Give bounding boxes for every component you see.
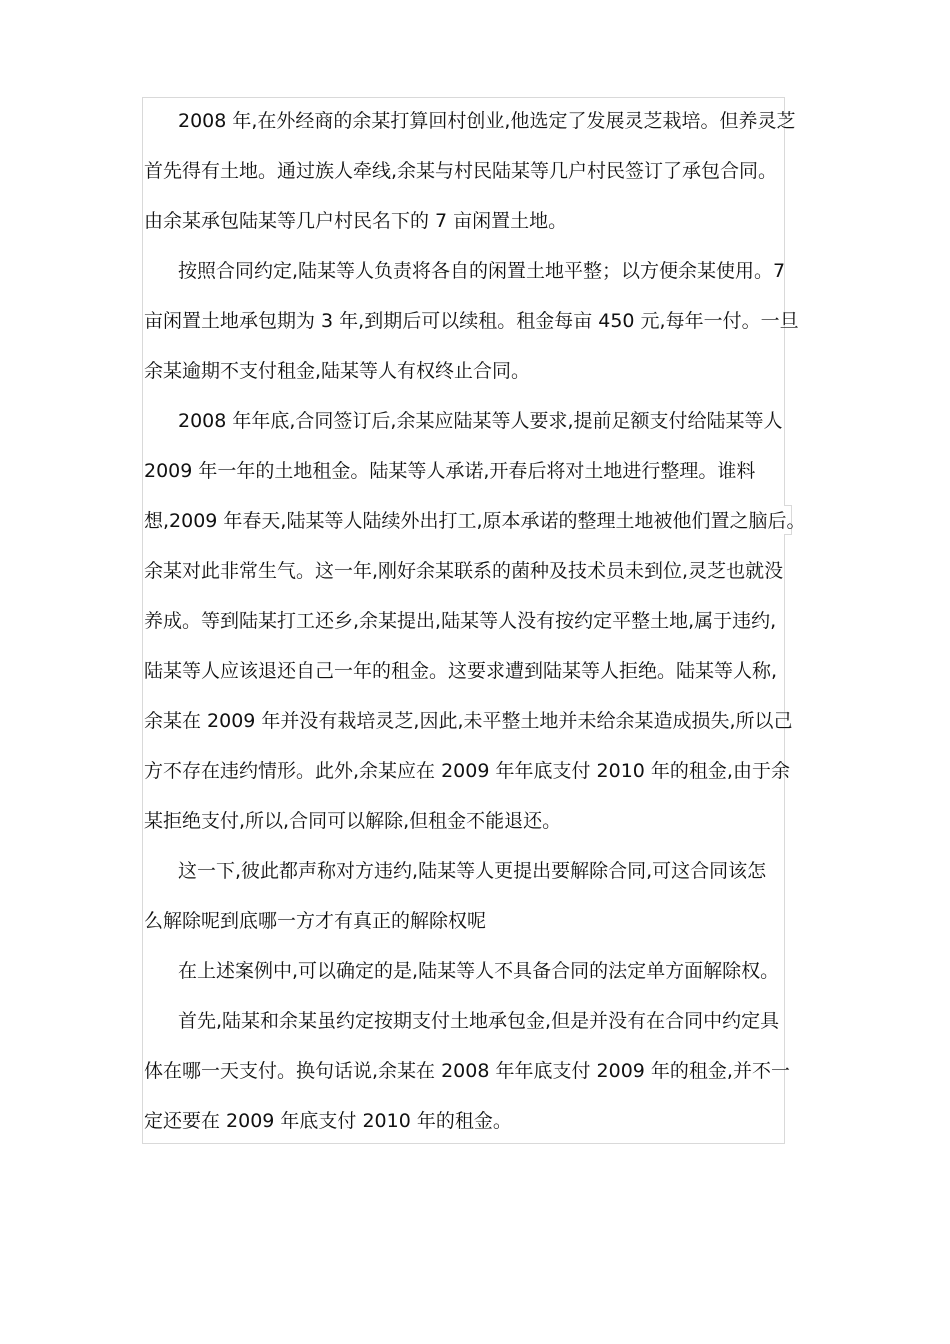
paragraph-3-line-3: 想,2009 年春天,陆某等人陆续外出打工,原本承诺的整理土地被他们置之脑后。: [144, 510, 806, 532]
paragraph-3-line-2: 2009 年一年的土地租金。陆某等人承诺,开春后将对土地进行整理。谁料: [144, 460, 756, 482]
paragraph-6-line-3: 定还要在 2009 年底支付 2010 年的租金。: [144, 1110, 512, 1132]
paragraph-2-line-3: 余某逾期不支付租金,陆某等人有权终止合同。: [144, 360, 531, 382]
paragraph-5-line-1: 在上述案例中,可以确定的是,陆某等人不具备合同的法定单方面解除权。: [178, 960, 780, 982]
paragraph-1-line-3: 由余某承包陆某等几户村民名下的 7 亩闲置土地。: [144, 210, 568, 232]
paragraph-3-line-5: 养成。等到陆某打工还乡,余某提出,陆某等人没有按约定平整土地,属于违约,: [144, 610, 777, 632]
paragraph-4-line-1: 这一下,彼此都声称对方违约,陆某等人更提出要解除合同,可这合同该怎: [178, 860, 767, 882]
paragraph-6-line-1: 首先,陆某和余某虽约定按期支付土地承包金,但是并没有在合同中约定具: [178, 1010, 780, 1032]
paragraph-2-line-1: 按照合同约定,陆某等人负责将各自的闲置土地平整；以方便余某使用。7: [178, 260, 786, 282]
paragraph-3-line-4: 余某对此非常生气。这一年,刚好余某联系的菌种及技术员未到位,灵芝也就没: [144, 560, 784, 582]
paragraph-1-line-1: 2008 年,在外经商的余某打算回村创业,他选定了发展灵芝栽培。但养灵芝: [178, 110, 796, 132]
paragraph-3-line-1: 2008 年年底,合同签订后,余某应陆某等人要求,提前足额支付给陆某等人: [178, 410, 783, 432]
paragraph-3-line-7: 余某在 2009 年并没有栽培灵芝,因此,未平整土地并未给余某造成损失,所以己: [144, 710, 793, 732]
paragraph-1-line-2: 首先得有土地。通过族人牵线,余某与村民陆某等几户村民签订了承包合同。: [144, 160, 778, 182]
paragraph-3-line-6: 陆某等人应该退还自己一年的租金。这要求遭到陆某等人拒绝。陆某等人称,: [144, 660, 778, 682]
paragraph-3-line-9: 某拒绝支付,所以,合同可以解除,但租金不能退还。: [144, 810, 562, 832]
paragraph-4-line-2: 么解除呢到底哪一方才有真正的解除权呢: [144, 910, 487, 932]
paragraph-6-line-2: 体在哪一天支付。换句话说,余某在 2008 年年底支付 2009 年的租金,并不一: [144, 1060, 790, 1082]
paragraph-3-line-8: 方不存在违约情形。此外,余某应在 2009 年年底支付 2010 年的租金,由于余: [144, 760, 790, 782]
paragraph-2-line-2: 亩闲置土地承包期为 3 年,到期后可以续租。租金每亩 450 元,每年一付。一旦: [144, 310, 799, 332]
